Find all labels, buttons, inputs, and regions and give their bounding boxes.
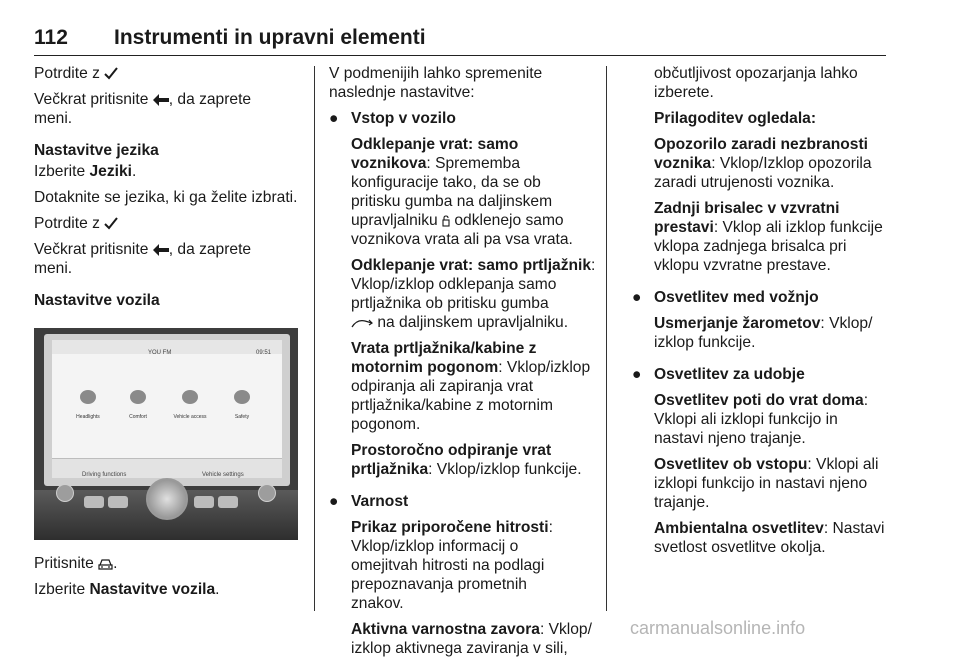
- column-2: [329, 64, 599, 665]
- checkmark-icon: [104, 217, 118, 230]
- section-heading: [34, 141, 306, 160]
- paragraph: [618, 64, 886, 102]
- paragraph: [351, 256, 599, 332]
- console-button: [84, 496, 104, 508]
- text: občutljivost opozarjanja lahko: [654, 65, 858, 82]
- page-title: Instrumenti in upravni elementi: [114, 26, 426, 49]
- paragraph: [654, 314, 886, 352]
- tile-vehicle-access: [172, 386, 208, 422]
- text: .: [113, 555, 118, 572]
- page-number: 112: [34, 26, 68, 49]
- heading: Nastavitve jezika: [34, 142, 159, 159]
- text: prtljažnika/kabine z motornim: [351, 397, 553, 414]
- paragraph: [654, 135, 886, 192]
- text: :: [591, 257, 596, 274]
- text: vklopu vzvratne prestave.: [654, 257, 831, 274]
- text: V podmenijih lahko spremenite: [329, 65, 543, 82]
- paragraph: [351, 339, 599, 434]
- column-divider: [314, 66, 315, 611]
- text: Vklopi ali izklopi funkcijo in: [654, 411, 838, 428]
- text: naslednje nastavitve:: [329, 84, 475, 101]
- menu-term: Jeziki: [89, 163, 132, 180]
- headlight-icon: [80, 390, 96, 404]
- text: voznikova vrata ali pa vsa vrata.: [351, 231, 573, 248]
- text: : Sprememba: [426, 155, 521, 172]
- status-clock: 09:51: [256, 350, 272, 356]
- list-item: [618, 288, 886, 307]
- setting-name: prtljažnika: [351, 461, 429, 478]
- list-item-body: [329, 135, 599, 479]
- setting-name: Opozorilo zaradi nezbranosti: [654, 136, 869, 153]
- text: : Vklop/izklop: [498, 359, 591, 376]
- text: nastavi njeno trajanje.: [654, 430, 806, 447]
- text: .: [215, 581, 220, 598]
- watermark: carmanualsonline.info: [630, 618, 806, 638]
- console-button: [218, 496, 238, 508]
- setting-name: Ambientalna osvetlitev: [654, 520, 824, 537]
- text: meni.: [34, 260, 73, 277]
- list-item-title: Osvetlitev med vožnjo: [654, 289, 819, 306]
- text: : Vklop/: [539, 621, 592, 638]
- paragraph: [34, 580, 306, 599]
- text: izberete.: [654, 84, 714, 101]
- bullet: ●: [632, 289, 642, 306]
- text: : Vklop/izklop funkcije.: [428, 461, 582, 478]
- tile-label: Safety: [234, 414, 250, 420]
- list-item-title: Varnost: [351, 493, 409, 510]
- heading: Nastavitve vozila: [34, 292, 160, 309]
- setting-name: Prikaz priporočene hitrosti: [351, 519, 549, 536]
- tile-headlights: [70, 386, 106, 422]
- list-item-body: [618, 314, 886, 352]
- screen-bottom-bar: [52, 458, 282, 478]
- text: , da zaprete: [168, 241, 252, 258]
- text: prepoznavanja prometnih: [351, 576, 527, 593]
- paragraph: [654, 455, 886, 512]
- back-arrow-icon: [153, 244, 169, 256]
- text: .: [131, 163, 137, 180]
- list-item-body: [329, 518, 599, 658]
- bullet: ●: [329, 110, 339, 127]
- text: izklop aktivnega zaviranja v sili,: [351, 640, 568, 657]
- list-item: [329, 109, 599, 128]
- back-arrow-icon: [153, 94, 169, 106]
- text: Večkrat pritisnite: [34, 91, 149, 108]
- unlock-key-icon: [442, 215, 450, 227]
- menu-term: Nastavitve vozila: [89, 581, 216, 598]
- paragraph: [351, 441, 599, 479]
- column-divider: [606, 66, 607, 611]
- paragraph: [34, 214, 306, 233]
- status-bar: [52, 340, 282, 354]
- setting-name: Prostoročno odpiranje vrat: [351, 442, 552, 459]
- text: Vklop/izklop informacij o: [351, 538, 519, 555]
- bottom-tab: Driving functions: [82, 472, 127, 478]
- text: Dotaknite se jezika, ki ga želite izbrati.: [34, 189, 298, 206]
- list-item: [329, 492, 599, 511]
- text: meni.: [34, 110, 73, 127]
- vehicle-access-icon: [182, 390, 198, 404]
- text: : Vklop/: [820, 315, 873, 332]
- text: izklop funkcije.: [654, 334, 756, 351]
- display-screen: [52, 340, 282, 478]
- text: svetlost osvetlitve okolja.: [654, 539, 826, 556]
- setting-name: Odklepanje vrat: samo prtljažnik: [351, 257, 592, 274]
- setting-name: Osvetlitev ob vstopu: [654, 456, 808, 473]
- column-1: [34, 64, 306, 606]
- text: Potrdite z: [34, 215, 100, 232]
- paragraph: [654, 519, 886, 557]
- setting-name: Odklepanje vrat: samo: [351, 136, 519, 153]
- tile-label: Headlights: [76, 414, 100, 420]
- text: : Vklop ali izklop funkcije: [713, 219, 883, 236]
- setting-name: voznika: [654, 155, 712, 172]
- paragraph: [34, 554, 306, 573]
- paragraph: [34, 188, 306, 207]
- text: Večkrat pritisnite: [34, 241, 149, 258]
- paragraph: [351, 620, 599, 658]
- tile-label: Vehicle access: [173, 414, 207, 420]
- paragraph: [654, 391, 886, 448]
- setting-name: prestavi: [654, 219, 714, 236]
- console-round-button: [56, 484, 74, 502]
- setting-name: Zadnji brisalec v vzvratni: [654, 200, 840, 217]
- status-text: YOU FM: [148, 350, 172, 356]
- paragraph: [34, 162, 306, 181]
- text: Izberite: [34, 581, 86, 598]
- text: : Vklop/Izklop opozorila: [711, 155, 872, 172]
- subsection-heading: [654, 109, 886, 128]
- text: upravljalniku: [351, 212, 438, 229]
- page-header: [34, 26, 886, 56]
- text: omejitvah hitrosti na podlagi: [351, 557, 545, 574]
- text: zaradi utrujenosti voznika.: [654, 174, 835, 191]
- comfort-icon: [130, 390, 146, 404]
- car-home-button-icon: [98, 558, 113, 570]
- text: Vklop/izklop odklepanja samo: [351, 276, 557, 293]
- setting-name: Osvetlitev poti do vrat doma: [654, 392, 864, 409]
- setting-name: Usmerjanje žarometov: [654, 315, 821, 332]
- text: trajanje.: [654, 494, 710, 511]
- bullet: ●: [329, 493, 339, 510]
- paragraph: [34, 90, 306, 128]
- console-button: [108, 496, 128, 508]
- text: : Vklopi ali: [807, 456, 879, 473]
- heading: Prilagoditev ogledala:: [654, 110, 817, 127]
- text: Potrdite z: [34, 65, 100, 82]
- paragraph: [654, 199, 886, 275]
- text: odpiranja ali zapiranja vrat: [351, 378, 534, 395]
- list-item: [618, 365, 886, 384]
- console-round-button: [258, 484, 276, 502]
- paragraph: [351, 518, 599, 613]
- list-item-title: Vstop v vozilo: [351, 110, 456, 127]
- tile-comfort: [120, 386, 156, 422]
- infotainment-photo: [34, 328, 298, 540]
- text: , da zaprete: [168, 91, 252, 108]
- trunk-key-icon: [351, 317, 373, 329]
- text: konfiguracije tako, da se ob: [351, 174, 541, 191]
- setting-name: motornim pogonom: [351, 359, 499, 376]
- text: znakov.: [351, 595, 404, 612]
- text: Izberite: [34, 163, 86, 180]
- text: na daljinskem upravljalniku.: [377, 314, 569, 331]
- text: pritisku gumba na daljinskem: [351, 193, 553, 210]
- column-3: [618, 64, 886, 564]
- setting-name: Vrata prtljažnika/kabine z: [351, 340, 537, 357]
- text: izklopi funkcijo in nastavi njeno: [654, 475, 868, 492]
- setting-name: voznikova: [351, 155, 427, 172]
- paragraph: [351, 135, 599, 249]
- text: :: [548, 519, 553, 536]
- paragraph: [34, 240, 306, 278]
- paragraph: [34, 64, 306, 83]
- tile-label: Comfort: [129, 414, 147, 420]
- text: :: [863, 392, 869, 409]
- text: odklenejo samo: [454, 212, 564, 229]
- control-knob: [146, 478, 188, 520]
- tile-safety: [224, 386, 260, 422]
- checkmark-icon: [104, 67, 118, 80]
- console-button: [194, 496, 214, 508]
- setting-name: Aktivna varnostna zavora: [351, 621, 540, 638]
- paragraph: [329, 64, 599, 102]
- text: pogonom.: [351, 416, 421, 433]
- bullet: ●: [632, 366, 642, 383]
- list-item-title: Osvetlitev za udobje: [654, 366, 805, 383]
- bottom-tab: Vehicle settings: [202, 472, 244, 478]
- text: prtljažnika ob pritisku gumba: [351, 295, 549, 312]
- section-heading: [34, 291, 306, 310]
- text: vklopa zadnjega brisalca pri: [654, 238, 847, 255]
- text: Pritisnite: [34, 555, 94, 572]
- safety-icon: [234, 390, 250, 404]
- text: : Nastavi: [823, 520, 885, 537]
- list-item-body: [618, 391, 886, 557]
